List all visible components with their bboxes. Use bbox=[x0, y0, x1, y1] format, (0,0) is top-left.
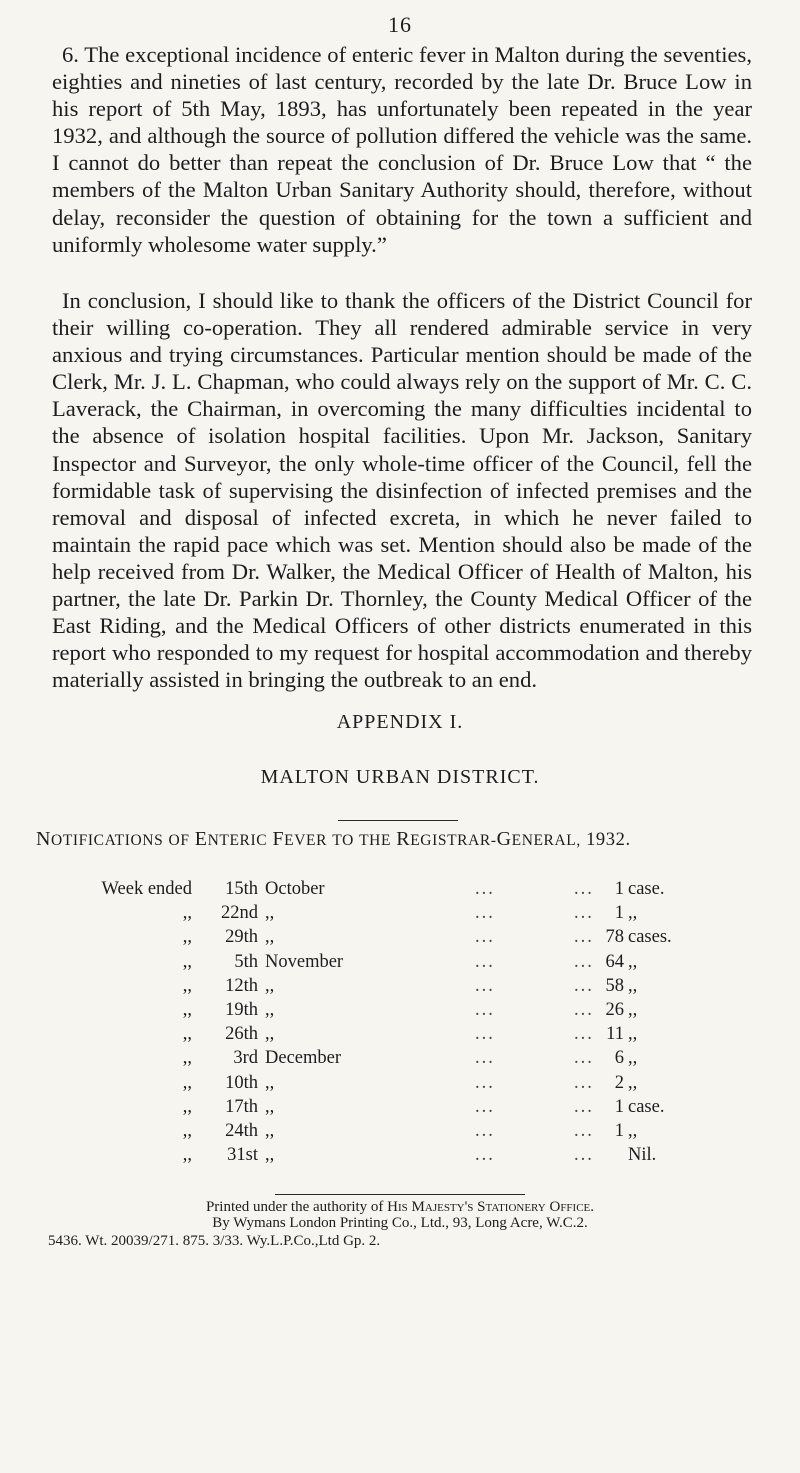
week-cell: ,, bbox=[182, 1000, 192, 1020]
date-cell: 3rd bbox=[233, 1048, 258, 1069]
date-cell: 24th bbox=[225, 1121, 258, 1141]
date-cell: 22nd bbox=[221, 903, 258, 924]
count-cell: 6 bbox=[614, 1048, 624, 1069]
date-cell: 31st bbox=[227, 1145, 258, 1166]
footer-rule bbox=[275, 1194, 525, 1195]
date-cell: 26th bbox=[225, 1024, 258, 1045]
leader-dots: ... bbox=[574, 879, 594, 899]
month-cell: ,, bbox=[265, 927, 275, 948]
unit-cell: case. bbox=[628, 879, 665, 899]
month-cell: ,, bbox=[265, 1096, 275, 1117]
unit-cell: case. bbox=[628, 1096, 665, 1117]
count-cell: 78 bbox=[605, 927, 624, 948]
count-cell: 26 bbox=[605, 1000, 624, 1020]
date-cell: 17th bbox=[225, 1096, 258, 1117]
leader-dots: ... bbox=[475, 951, 495, 972]
table-row bbox=[0, 1071, 800, 1095]
unit-cell: cases. bbox=[628, 927, 672, 948]
printer-address-line: By Wymans London Printing Co., Ltd., 93, Long Acre, W.C.2. bbox=[212, 1215, 588, 1231]
week-cell: ,, bbox=[182, 1072, 192, 1093]
unit-cell: Nil. bbox=[628, 1145, 657, 1166]
table-row bbox=[0, 950, 800, 974]
leader-dots: ... bbox=[475, 903, 495, 924]
unit-cell: ,, bbox=[628, 1072, 638, 1093]
leader-dots: ... bbox=[475, 1145, 495, 1166]
week-cell: ,, bbox=[182, 1048, 192, 1069]
week-cell: ,, bbox=[182, 1096, 192, 1117]
paragraph-6: 6. The exceptional incidence of enteric fever in Malton during the seventies, eighties and nineties of last century, recorded by the late Dr. Bruce Low in his report of 5th May, 1893, has unfortunately been repeated in the year 1932, and although the source of pollution differed the vehicle was the same. I cannot do better than repeat the conclusion of Dr. Bruce Low that “ the members of the Malton Urban Sanitary Authority should, therefore, without delay, reconsider the question of obtaining for the town a sufficient and uniformly wholesome water supply.” bbox=[52, 42, 752, 257]
month-cell: October bbox=[265, 879, 325, 899]
count-cell: 1 bbox=[614, 1096, 624, 1117]
unit-cell: ,, bbox=[628, 1000, 638, 1020]
week-cell: ,, bbox=[182, 1024, 192, 1045]
table-row bbox=[0, 998, 800, 1022]
unit-cell: ,, bbox=[628, 1024, 638, 1045]
date-cell: 12th bbox=[225, 975, 258, 996]
unit-cell: ,, bbox=[628, 951, 638, 972]
count-cell: 11 bbox=[606, 1024, 624, 1045]
week-cell: ,, bbox=[182, 1145, 192, 1166]
page-number: 16 bbox=[388, 12, 412, 37]
week-cell: Week ended bbox=[101, 879, 192, 899]
leader-dots: ... bbox=[574, 1072, 594, 1093]
week-cell: ,, bbox=[182, 903, 192, 924]
leader-dots: ... bbox=[574, 1121, 594, 1141]
divider-rule bbox=[338, 820, 458, 821]
leader-dots: ... bbox=[574, 1000, 594, 1020]
count-cell: 1 bbox=[614, 903, 624, 924]
unit-cell: ,, bbox=[628, 1121, 638, 1141]
date-cell: 29th bbox=[225, 927, 258, 948]
week-cell: ,, bbox=[182, 927, 192, 948]
paragraph-conclusion: In conclusion, I should like to thank the officers of the District Council for their willing co-operation. They all rendered admirable service in very anxious and trying circumstances. Particular mention should be made of the Clerk, Mr. J. L. Chapman, who could always rely on the support of Mr. C. C. Laverack, the Chairman, in overcoming the many difficulties incidental to the absence of isolation hospital facilities. Upon Mr. Jackson, Sanitary Inspector and Surveyor, the only whole-time officer of the Council, fell the formidable task of supervising the disinfection of infected premises and the removal and disposal of infected excreta, in which he never failed to maintain the rapid pace which was set. Mention should also be made of the help received from Dr. Walker, the Medical Officer of Health of Malton, his partner, the late Dr. Parkin Dr. Thornley, the County Medical Officer of the East Riding, and the Medical Officers of other districts enumerated in this report who responded to my request for hospital accommodation and thereby materially assisted in bringing the outbreak to an end. bbox=[52, 288, 752, 693]
table-row bbox=[0, 901, 800, 925]
table-row bbox=[0, 1046, 800, 1070]
date-cell: 10th bbox=[225, 1072, 258, 1093]
month-cell: ,, bbox=[265, 1000, 275, 1020]
leader-dots: ... bbox=[574, 927, 594, 948]
leader-dots: ... bbox=[475, 1121, 495, 1141]
leader-dots: ... bbox=[475, 1048, 495, 1069]
table-row bbox=[0, 877, 800, 901]
table-row bbox=[0, 1095, 800, 1119]
count-cell: 58 bbox=[605, 975, 624, 996]
table-row bbox=[0, 925, 800, 949]
print-reference-line: 5436. Wt. 20039/271. 875. 3/33. Wy.L.P.Co.,Ltd Gp. 2. bbox=[48, 1233, 381, 1249]
unit-cell: ,, bbox=[628, 903, 638, 924]
week-cell: ,, bbox=[182, 1121, 192, 1141]
date-cell: 5th bbox=[234, 951, 258, 972]
district-title: MALTON URBAN DISTRICT. bbox=[260, 766, 540, 788]
leader-dots: ... bbox=[574, 1024, 594, 1045]
unit-cell: ,, bbox=[628, 975, 638, 996]
table-row bbox=[0, 1119, 800, 1143]
unit-cell: ,, bbox=[628, 1048, 638, 1069]
leader-dots: ... bbox=[475, 1000, 495, 1020]
leader-dots: ... bbox=[475, 1072, 495, 1093]
month-cell: ,, bbox=[265, 975, 275, 996]
leader-dots: ... bbox=[574, 1145, 594, 1166]
week-cell: ,, bbox=[182, 951, 192, 972]
printer-authority-line: Printed under the authority of His Majesty's Stationery Office. bbox=[205, 1199, 595, 1215]
leader-dots: ... bbox=[574, 975, 594, 996]
month-cell: ,, bbox=[265, 903, 275, 924]
leader-dots: ... bbox=[574, 903, 594, 924]
month-cell: ,, bbox=[265, 1121, 275, 1141]
count-cell: 64 bbox=[605, 951, 624, 972]
leader-dots: ... bbox=[475, 1096, 495, 1117]
table-row bbox=[0, 974, 800, 998]
date-cell: 15th bbox=[225, 879, 258, 899]
month-cell: November bbox=[265, 951, 344, 972]
week-cell: ,, bbox=[182, 975, 192, 996]
count-cell: 2 bbox=[614, 1072, 624, 1093]
leader-dots: ... bbox=[574, 1096, 594, 1117]
leader-dots: ... bbox=[475, 1024, 495, 1045]
appendix-title: APPENDIX I. bbox=[336, 711, 464, 733]
table-row bbox=[0, 1022, 800, 1046]
notifications-title: NOTIFICATIONS OF ENTERIC FEVER TO THE REGISTRAR-GENERAL, 1932. bbox=[36, 828, 631, 850]
month-cell: December bbox=[265, 1048, 342, 1069]
month-cell: ,, bbox=[265, 1024, 275, 1045]
count-cell: 1 bbox=[614, 1121, 624, 1141]
count-cell: 1 bbox=[614, 879, 624, 899]
month-cell: ,, bbox=[265, 1072, 275, 1093]
table-row bbox=[0, 1143, 800, 1167]
month-cell: ,, bbox=[265, 1145, 275, 1166]
leader-dots: ... bbox=[475, 975, 495, 996]
leader-dots: ... bbox=[475, 879, 495, 899]
date-cell: 19th bbox=[225, 1000, 258, 1020]
leader-dots: ... bbox=[574, 951, 594, 972]
leader-dots: ... bbox=[475, 927, 495, 948]
leader-dots: ... bbox=[574, 1048, 594, 1069]
